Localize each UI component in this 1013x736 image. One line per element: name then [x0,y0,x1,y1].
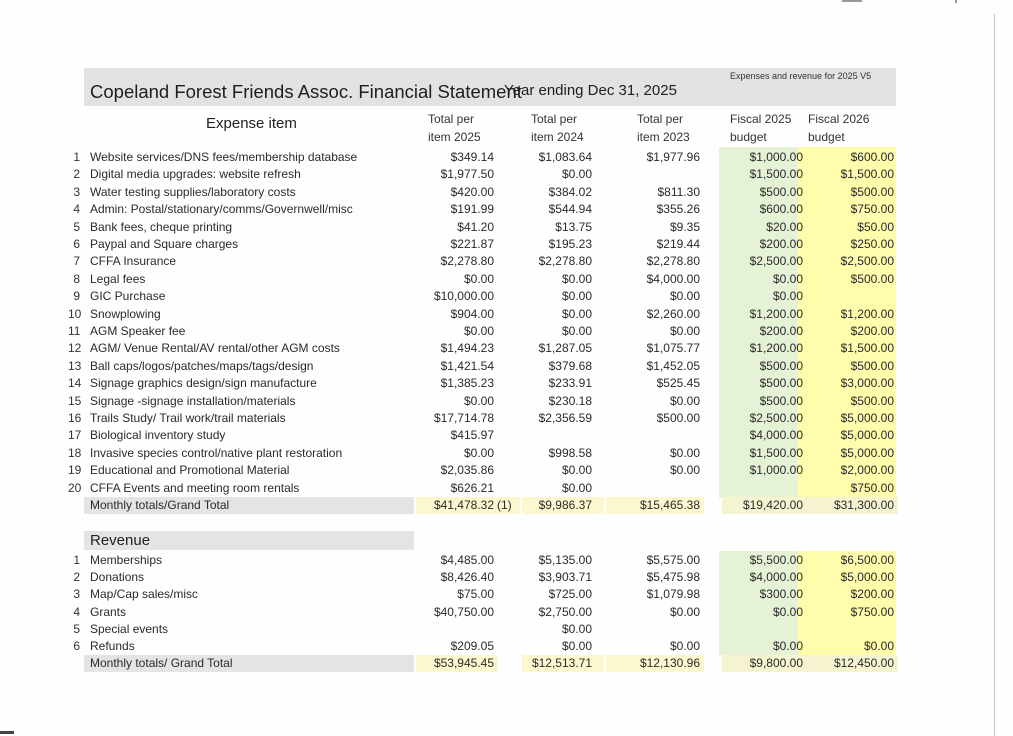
expense-row [0,166,1013,183]
expense-total-2025: $349.14 [450,150,494,164]
expense-row [0,375,1013,392]
expense-budget-2025: $600.00 [759,202,803,217]
expense-total-2023: $500.00 [656,411,700,425]
expense-row-label: CFFA Insurance [90,254,177,269]
expense-row [0,480,1013,497]
expense-row-label: Water testing supplies/laboratory costs [90,184,296,199]
expense-row-label: Digital media upgrades: website refresh [90,167,301,182]
expense-row [0,253,1013,270]
expense-total-2024: $998.58 [548,445,592,460]
document-subtitle: Year ending Dec 31, 2025 [504,82,677,99]
revenue-total-2024: $0.00 [561,639,592,653]
revenue-total-2024: $725.00 [548,587,592,602]
expense-budget-2026: $500.00 [850,358,894,373]
expense-total-2023: $0.00 [669,445,700,460]
revenue-budget-2026: $200.00 [850,587,894,602]
revenue-total-2024: $0.00 [561,621,592,636]
expense-row-label: AGM Speaker fee [90,324,186,338]
revenue-total-2025: $8,426.40 [440,570,494,585]
revenue-total-2024: $12,513.71 [531,656,592,670]
expense-row [0,149,1013,166]
expense-total-2024: $9,986.37 [538,498,592,512]
revenue-row-label: Grants [90,604,127,619]
revenue-totals-label: Monthly totals/ Grand Total [90,656,233,670]
expense-total-2024: $195.23 [548,237,592,251]
revenue-budget-2025: $0.00 [772,639,803,653]
expense-total-2025: $10,000.00 [433,289,494,304]
expense-budget-2026: $5,000.00 [840,445,894,460]
expense-row-label: CFFA Events and meeting room rentals [90,480,300,495]
expense-budget-2026: $1,500.00 [840,341,894,356]
expense-budget-2026: $1,500.00 [840,167,894,182]
revenue-row [0,638,1013,655]
revenue-total-2025: $209.05 [450,639,494,653]
expense-total-2025: $2,035.86 [440,463,494,478]
expense-row-number: 18 [68,445,82,460]
revenue-total-budget-2026: $12,450.00 [833,656,894,670]
expense-budget-2026: $250.00 [850,237,894,251]
revenue-total-budget-2025: $9,800.00 [749,656,803,670]
revenue-row-label: Donations [90,570,145,585]
expense-total-2023: $2,260.00 [646,306,700,321]
header-line: item 2025 [428,130,481,144]
expense-total-budget-2025: $19,420.00 [742,498,803,512]
scan-mark [955,0,957,3]
expense-budget-2025: $200.00 [759,237,803,251]
expense-total-2024: $384.02 [548,184,592,199]
expense-total-2025: $0.00 [463,445,494,460]
revenue-row-number: 3 [73,587,80,602]
revenue-row [0,552,1013,569]
expense-total-2023: $0.00 [669,324,700,338]
expense-budget-2025: $20.00 [766,219,803,234]
expense-row [0,323,1013,340]
scan-mark [0,731,14,734]
expense-row [0,462,1013,479]
expense-row-number: 1 [73,150,80,164]
expense-row-label: Bank fees, cheque printing [90,219,233,234]
expense-total-2024: $0.00 [561,324,592,338]
revenue-budget-2026: $750.00 [850,604,894,619]
revenue-row-number: 5 [73,621,80,636]
revenue-row-label: Memberships [90,553,163,567]
expense-total-2025: $1,385.23 [440,376,494,391]
revenue-total-2025: $75.00 [457,587,494,602]
expense-budget-2026: $5,000.00 [840,411,894,425]
revenue-row-label: Special events [90,621,169,636]
header-line: item 2023 [637,130,690,144]
revenue-budget-2025: $300.00 [759,587,803,602]
header-total-2024 [531,110,584,146]
expense-row-label: Invasive species control/native plant restoration [90,445,343,460]
expense-budget-2025: $1,500.00 [749,445,803,460]
expense-budget-2025: $0.00 [772,289,803,304]
expense-total-2024: $544.94 [548,202,592,217]
expense-total-2025: $0.00 [463,393,494,408]
expense-total-2023: $355.26 [656,202,700,217]
expense-row-number: 9 [73,289,80,304]
expense-total-2025: $221.87 [450,237,494,251]
expense-row-number: 10 [68,306,82,321]
revenue-total-2023: $5,575.00 [646,553,700,567]
revenue-total-2024: $2,750.00 [538,604,592,619]
expense-row-number: 5 [73,219,80,234]
expense-budget-2025: $1,500.00 [749,167,803,182]
expense-row [0,306,1013,323]
expense-row-number: 15 [68,393,82,408]
expense-total-2024: $0.00 [561,463,592,478]
expense-row-number: 2 [73,167,80,182]
expense-total-2025: $1,421.54 [440,358,494,373]
revenue-total-2023: $0.00 [669,639,700,653]
expense-row-label: GIC Purchase [90,289,166,304]
expense-total-2025: $17,714.78 [433,411,494,425]
expense-row-label: Signage graphics design/sign manufacture [90,376,317,391]
expense-total-2024: $0.00 [561,480,592,495]
expense-row-number: 19 [68,463,82,478]
expense-budget-2025: $2,500.00 [749,254,803,269]
expense-budget-2025: $500.00 [759,358,803,373]
revenue-total-2023: $1,079.98 [646,587,700,602]
expense-budget-2025: $500.00 [759,376,803,391]
revenue-row [0,621,1013,638]
version-note: Expenses and revenue for 2025 V5 [730,71,872,81]
expense-total-2023: $2,278.80 [646,254,700,269]
expense-total-2025: $420.00 [450,184,494,199]
expense-total-2023: $1,977.96 [646,150,700,164]
expense-budget-2026: $3,000.00 [840,376,894,391]
expense-budget-2026: $500.00 [850,271,894,286]
revenue-total-2023: $0.00 [669,604,700,619]
expense-row-label: Admin: Postal/stationary/comms/Governwell/misc [90,202,353,217]
expense-total-2023: $219.44 [656,237,700,251]
expense-total-2023: $1,452.05 [646,358,700,373]
expense-row-number: 17 [68,428,82,443]
revenue-row [0,604,1013,621]
expense-total-2024: $0.00 [561,306,592,321]
value: $41,478.32 [433,498,494,512]
expense-total-2024: $233.91 [548,376,592,391]
revenue-row-number: 6 [73,639,80,653]
expense-total-2023: $0.00 [669,289,700,304]
revenue-row [0,569,1013,586]
expense-total-2023: $4,000.00 [646,271,700,286]
expense-total-2023: $0.00 [669,463,700,478]
expense-total-2024: $379.68 [548,358,592,373]
revenue-title: Revenue [90,532,151,549]
expense-total-2024: $2,356.59 [538,411,592,425]
header-line: Total per [428,112,475,126]
expense-budget-2025: $2,500.00 [749,411,803,425]
header-line: Total per [637,112,684,126]
expense-row-label: Paypal and Square charges [90,237,239,251]
expense-row [0,184,1013,201]
expense-total-2023: $9.35 [669,219,700,234]
expense-total-2024: $2,278.80 [538,254,592,269]
expense-row [0,219,1013,236]
expense-budget-2026: $750.00 [850,480,894,495]
revenue-totals-row [0,655,1013,672]
header-line: Total per [531,112,578,126]
expense-row [0,393,1013,410]
expense-row-label: Snowplowing [90,306,161,321]
expense-row-number: 11 [68,324,81,338]
expense-row-number: 4 [73,202,80,217]
expense-total-2025: $904.00 [450,306,494,321]
expense-row-number: 12 [68,341,82,356]
revenue-total-2023: $12,130.96 [639,656,700,670]
header-fiscal-2026 [808,110,869,146]
expense-total-2024: $0.00 [561,289,592,304]
header-fiscal-2025 [730,110,791,146]
expense-budget-2025: $1,200.00 [749,306,803,321]
revenue-row-label: Refunds [90,639,135,653]
expense-totals-row [0,497,1013,514]
revenue-budget-2026: $6,500.00 [840,553,894,567]
expense-budget-2025: $1,000.00 [749,463,803,478]
revenue-budget-2025: $5,500.00 [749,553,803,567]
revenue-row-label: Map/Cap sales/misc [90,587,199,602]
expense-total-2025: $626.21 [450,480,494,495]
revenue-total-2024: $3,903.71 [538,570,592,585]
expense-row-label: AGM/ Venue Rental/AV rental/other AGM costs [90,341,340,356]
expense-row [0,410,1013,427]
expense-total-budget-2026: $31,300.00 [833,498,894,512]
revenue-row-number: 1 [73,553,80,567]
expense-budget-2025: $500.00 [759,184,803,199]
expense-total-2024: $13.75 [555,219,592,234]
expense-row [0,288,1013,305]
expense-row-label: Biological inventory study [90,428,226,443]
expense-budget-2025: $500.00 [759,393,803,408]
expense-row [0,236,1013,253]
expense-budget-2026: $500.00 [850,184,894,199]
revenue-row [0,586,1013,603]
expense-row-label: Ball caps/logos/patches/maps/tags/design [90,358,314,373]
expense-row [0,427,1013,444]
expense-budget-2026: $50.00 [857,219,894,234]
expense-budget-2026: $600.00 [850,150,894,164]
expense-budget-2026: $200.00 [850,324,894,338]
expense-total-2024: $0.00 [561,271,592,286]
expense-total-2024: $230.18 [548,393,592,408]
expense-budget-2026: $1,200.00 [840,306,894,321]
revenue-budget-2026: $5,000.00 [840,570,894,585]
expense-row-number: 8 [73,271,80,286]
header-line: Fiscal 2026 [808,112,870,126]
revenue-budget-2026: $0.00 [863,639,894,653]
revenue-budget-2025: $0.00 [772,604,803,619]
expense-row [0,445,1013,462]
revenue-total-2025: $53,945.45 [433,656,494,670]
expense-row-label: Trails Study/ Trail work/trail materials [90,411,286,425]
expense-total-2023: $525.45 [656,376,700,391]
header-line: item 2024 [531,130,584,144]
expense-budget-2026: $2,500.00 [840,254,894,269]
expense-total-2025: $0.00 [463,271,494,286]
expense-row [0,271,1013,288]
expense-total-2025: $191.99 [450,202,494,217]
expense-row-label: Legal fees [90,271,146,286]
footnote-marker: (1) [497,498,512,512]
revenue-row-number: 2 [73,570,80,585]
expense-total-2023: $15,465.38 [639,498,700,512]
expense-total-2025: $1,494.23 [440,341,494,356]
expense-budget-2025: $1,200.00 [749,341,803,356]
header-expense-item: Expense item [206,115,297,132]
expense-total-2024: $0.00 [561,167,592,182]
expense-row-number: 16 [68,411,82,425]
expense-budget-2025: $200.00 [759,324,803,338]
expense-row-label: Educational and Promotional Material [90,463,290,478]
expense-row [0,358,1013,375]
expense-row-number: 20 [68,480,82,495]
expense-total-2025: $415.97 [450,428,494,443]
expense-total-2025: $41.20 [457,219,494,234]
expense-row [0,340,1013,357]
revenue-total-2023: $5,475.98 [646,570,700,585]
expense-budget-2025: $4,000.00 [749,428,803,443]
expense-total-2023: $1,075.77 [646,341,700,356]
expense-budget-2025: $0.00 [772,271,803,286]
expense-total-2025: $1,977.50 [440,167,494,182]
expense-row-number: 6 [73,237,80,251]
header-line: budget [730,130,767,144]
expense-total-2024: $1,287.05 [538,341,592,356]
header-line: Fiscal 2025 [730,112,792,126]
expense-total-2025: $2,278.80 [440,254,494,269]
header-total-2025 [428,110,481,146]
expense-budget-2026: $5,000.00 [840,428,894,443]
expense-total-2023: $811.30 [657,184,700,199]
expense-budget-2026: $750.00 [850,202,894,217]
expense-row-number: 14 [68,376,82,391]
header-line: budget [808,130,845,144]
expense-row-number: 3 [73,184,80,199]
revenue-total-2025: $40,750.00 [433,604,494,619]
expense-budget-2025: $1,000.00 [749,150,803,164]
expense-budget-2026: $2,000.00 [840,463,894,478]
header-total-2023 [637,110,690,146]
expense-total-2025: $0.00 [463,324,494,338]
expense-budget-2026: $500.00 [850,393,894,408]
expense-total-2023: $0.00 [669,393,700,408]
expense-row-number: 13 [68,358,82,373]
expense-total-2025 [400,497,494,514]
expense-totals-label: Monthly totals/Grand Total [90,498,230,512]
revenue-total-2025: $4,485.00 [440,553,494,567]
expense-row-label: Signage -signage installation/materials [90,393,296,408]
expense-total-2024: $1,083.64 [538,150,592,164]
document-title: Copeland Forest Friends Assoc. Financial Statement [90,81,522,102]
scan-mark [842,0,862,2]
expense-row [0,201,1013,218]
revenue-budget-2025: $4,000.00 [749,570,803,585]
revenue-row-number: 4 [73,604,80,619]
revenue-total-2024: $5,135.00 [538,553,592,567]
expense-row-number: 7 [73,254,80,269]
expense-row-label: Website services/DNS fees/membership database [90,150,358,164]
